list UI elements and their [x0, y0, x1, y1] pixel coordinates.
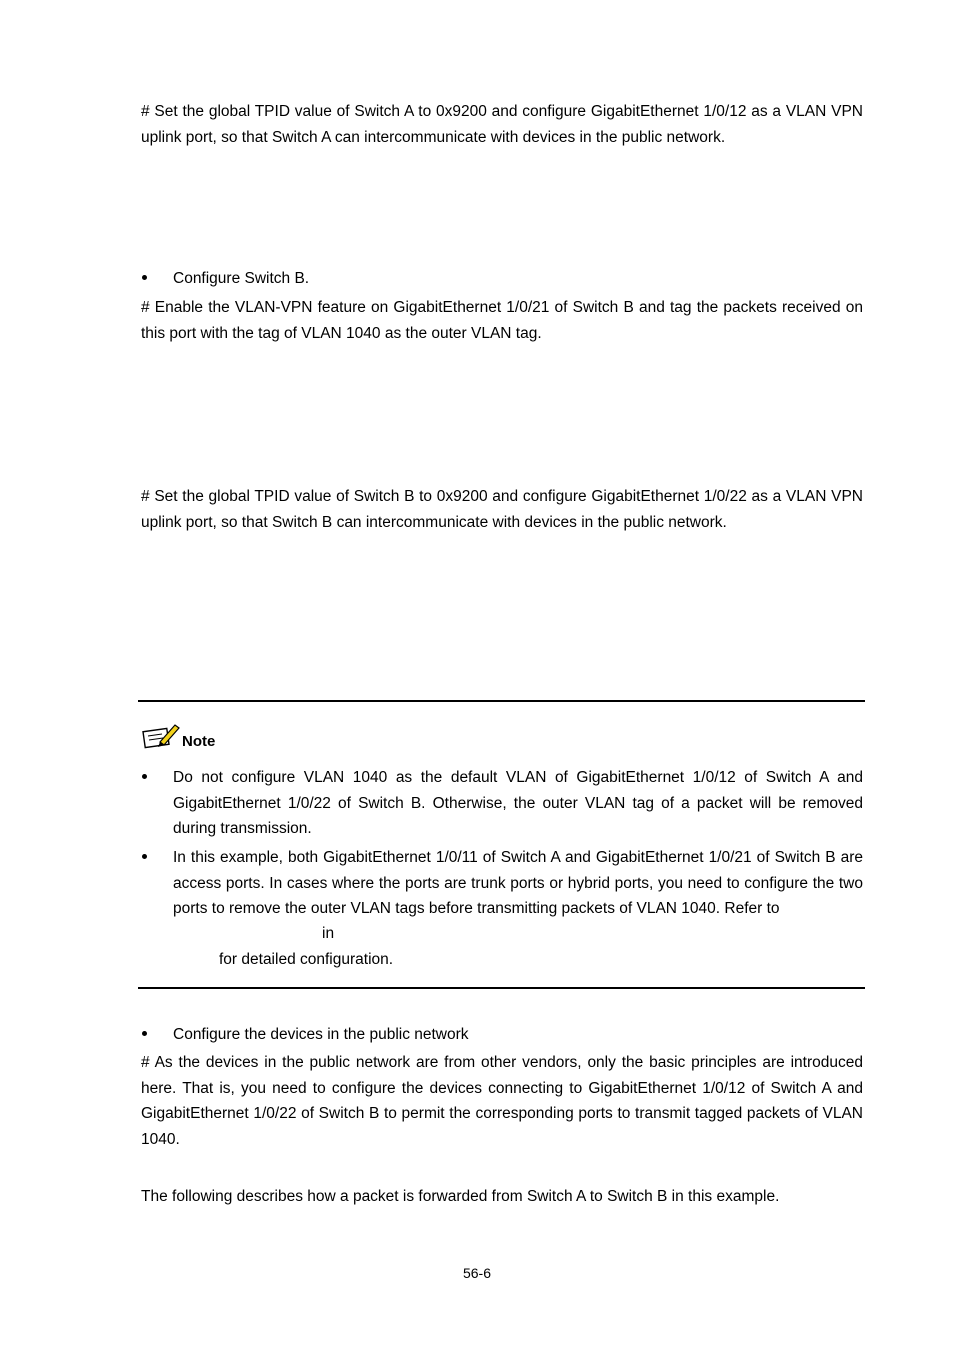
paragraph-closing: The following describes how a packet is forwarded from Switch A to Switch B in this example. — [141, 1188, 780, 1205]
paragraph-set-tpid-switch-a: # Set the global TPID value of Switch A to 0x9200 and configure GigabitEthernet 1/0/12 as a VLAN VPN uplink port, so that Switch A can intercommunicate with devices in the public network. — [141, 103, 863, 146]
note-top-rule — [138, 700, 865, 702]
page-number: 56-6 — [462, 1265, 492, 1281]
note-item-access-ports: In this example, both GigabitEthernet 1/0/11 of Switch A and GigabitEthernet 1/0/21 of Switch B are access ports. In cases where the ports are trunk ports or hybrid ports, you need to configure the two ports to remove the outer VLAN tags before transmitting packets of VLAN 1040. Refer to — [173, 849, 863, 917]
bullet-icon — [141, 1022, 149, 1030]
paragraph-set-tpid-switch-b: # Set the global TPID value of Switch B to 0x9200 and configure GigabitEthernet 1/0/22 as a VLAN VPN uplink port, so that Switch B can intercommunicate with devices in the public network. — [141, 488, 863, 531]
bullet-icon — [141, 845, 149, 853]
note-pencil-icon — [142, 722, 180, 750]
bullet-configure-switch-b: Configure Switch B. — [173, 270, 310, 287]
note-item-default-vlan: Do not configure VLAN 1040 as the default VLAN of GigabitEthernet 1/0/12 of Switch A and GigabitEthernet 1/0/22 of Switch B. Otherwise, the outer VLAN tag of a packet will be removed during transmission. — [173, 769, 863, 837]
bullet-public-network: Configure the devices in the public network — [173, 1026, 469, 1043]
note-fragment-in: in — [322, 925, 335, 942]
note-fragment-end: for detailed configuration. — [219, 951, 394, 968]
bullet-icon — [141, 266, 149, 274]
bullet-icon — [141, 765, 149, 773]
note-title: Note — [182, 733, 216, 750]
note-bottom-rule — [138, 987, 865, 989]
paragraph-public-network: # As the devices in the public network are from other vendors, only the basic principles are introduced here. That is, you need to configure the devices connecting to GigabitEthernet 1/0/12 of Switch A and GigabitEthernet 1/0/22 of Switch B to permit the corresponding ports to transmit tagged packets of VLAN 1040. — [141, 1054, 863, 1148]
paragraph-enable-vlan-vpn: # Enable the VLAN-VPN feature on GigabitEthernet 1/0/21 of Switch B and tag the packets received on this port with the tag of VLAN 1040 as the outer VLAN tag. — [141, 299, 863, 342]
